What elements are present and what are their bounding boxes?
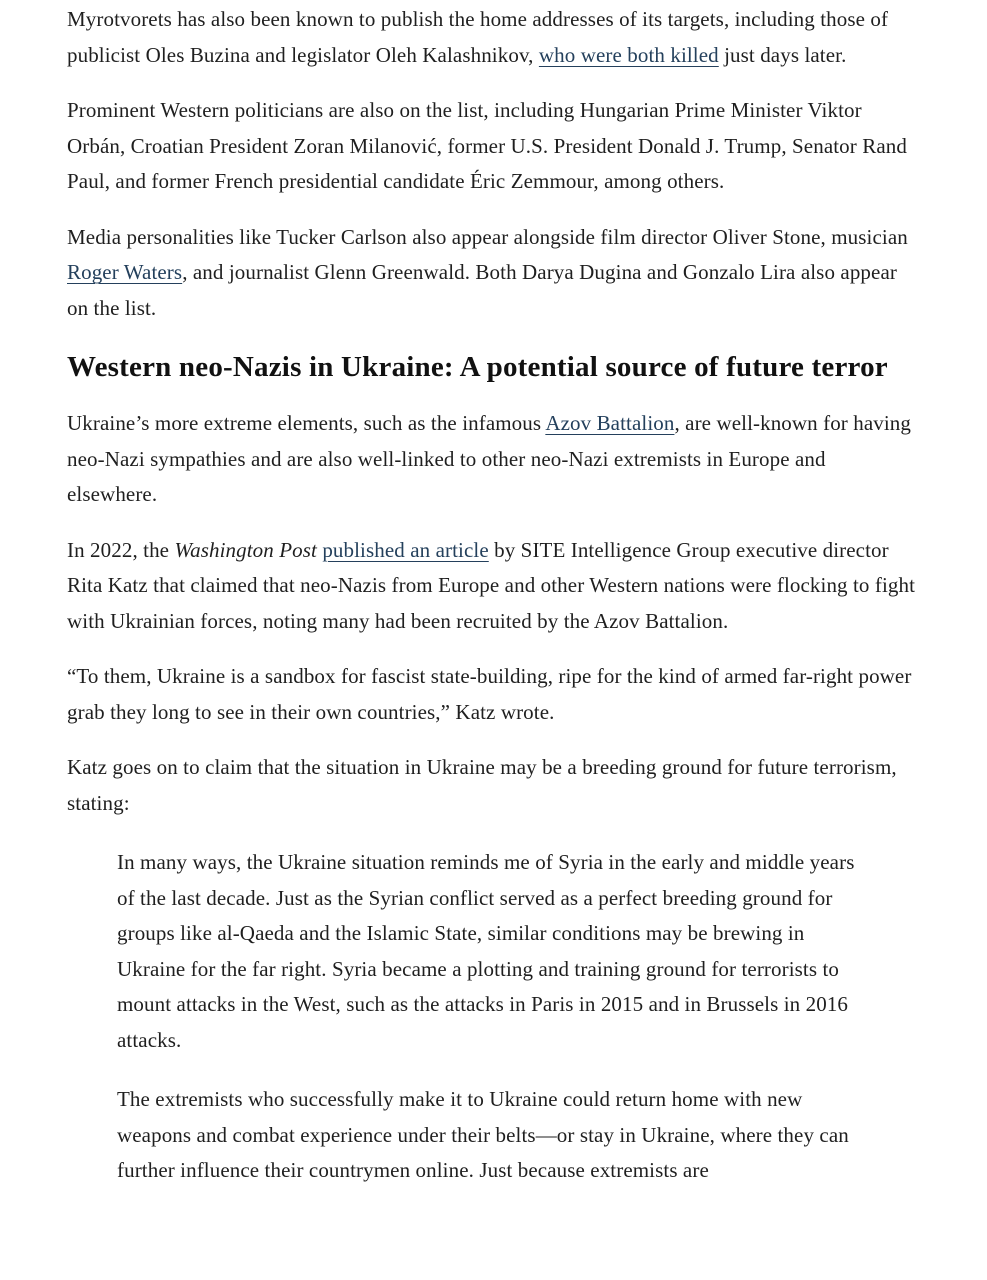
paragraph: “To them, Ukraine is a sandbox for fascist state-building, ripe for the kind of armed far-right power grab they long to see in their own countries,” Katz wrote. xyxy=(67,664,912,724)
blockquote-paragraph: The extremists who successfully make it to Ukraine could return home with new weapons and combat experience under their belts—or stay in Ukraine, where they can further influence their countrymen online. Just because extremists are xyxy=(117,1087,849,1182)
inline-link[interactable]: who were both killed xyxy=(538,42,719,67)
paragraph: In 2022, the Washington Post published an article by SITE Intelligence Group executive director Rita Katz that claimed that neo-Nazis from Europe and other Western nations were flocking to fight with Ukrainian forces, noting many had been recruited by the Azov Battalion. xyxy=(67,537,916,633)
paragraph: Ukraine’s more extreme elements, such as the infamous Azov Battalion, are well-known for having neo-Nazi sympathies and are also well-linked to other neo-Nazi extremists in Europe and elsewhere. xyxy=(67,411,912,506)
article-body xyxy=(67,0,920,1189)
italic-text: Washington Post xyxy=(174,537,317,562)
section-heading: Western neo-Nazis in Ukraine: A potential source of future terror xyxy=(67,351,888,383)
paragraph: Myrotvorets has also been known to publish the home addresses of its targets, including those of publicist Oles Buzina and legislator Oleh Kalashnikov, who were both killed just days later. xyxy=(67,7,889,67)
paragraph: Katz goes on to claim that the situation in Ukraine may be a breeding ground for future terrorism, stating: xyxy=(67,755,897,815)
inline-link[interactable]: Azov Battalion xyxy=(545,411,675,435)
blockquote-paragraph: In many ways, the Ukraine situation reminds me of Syria in the early and middle years of the last decade. Just as the Syrian conflict served as a perfect breeding ground for groups like al-Qaeda and the Islamic State, similar conditions may be brewing in Ukraine for the far right. Syria became a plotting and training ground for terrorists to mount attacks in the West, such as the attacks in Paris in 2015 and in Brussels in 2016 attacks. xyxy=(117,850,855,1052)
inline-link[interactable]: Roger Waters xyxy=(67,260,183,284)
paragraph: Media personalities like Tucker Carlson also appear alongside film director Oliver Stone, musician Roger Waters, and journalist Glenn Greenwald. Both Darya Dugina and Gonzalo Lira also appear on the list. xyxy=(67,224,908,320)
inline-link[interactable]: published an article xyxy=(322,537,489,562)
paragraph: Prominent Western politicians are also on the list, including Hungarian Prime Minister Viktor Orbán, Croatian President Zoran Milanović, former U.S. President Donald J. Trump, Senator Rand Paul, and former French presidential candidate Éric Zemmour, among others. xyxy=(67,98,907,193)
